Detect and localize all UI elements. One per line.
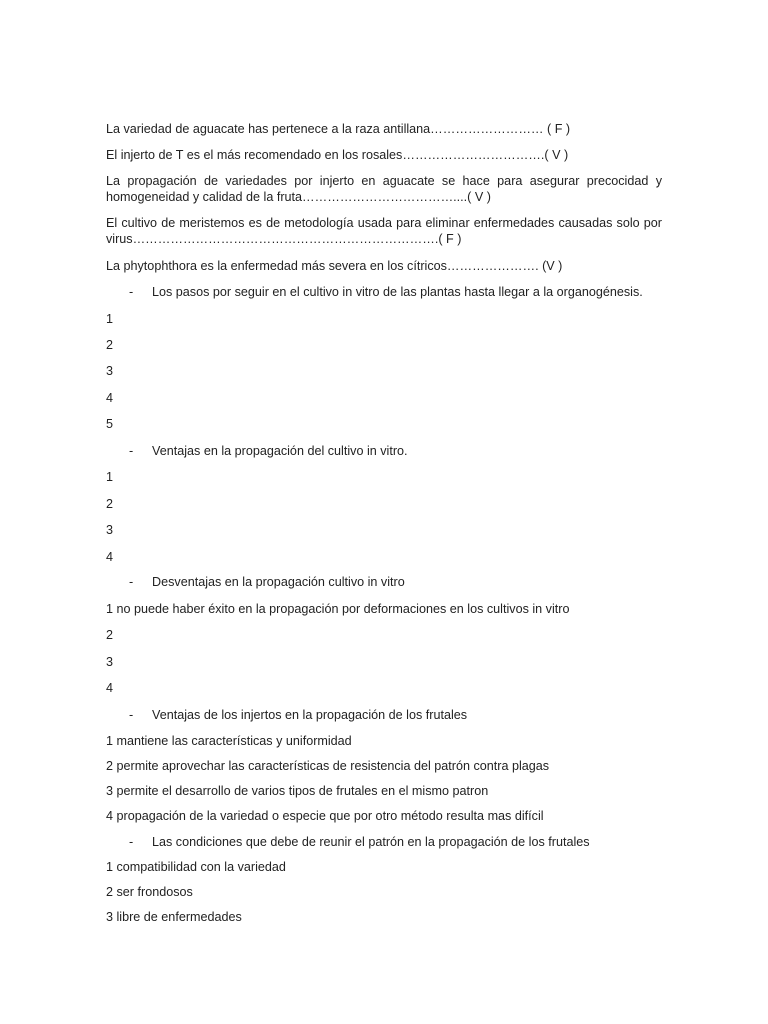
section-5-item-1: 1 compatibilidad con la variedad [106, 860, 286, 874]
section-heading-text: Ventajas de los injertos en la propagación de los frutales [152, 708, 468, 722]
section-2-item-1: 1 [106, 470, 114, 484]
statement-5: La phytophthora es la enfermedad más severa en los cítricos…………………. (V ) [106, 259, 563, 273]
statement-1: La variedad de aguacate has pertenece a la raza antillana……………………… ( F ) [106, 122, 571, 136]
section-3-item-4: 4 [106, 681, 114, 695]
section-heading-text: Las condiciones que debe de reunir el patrón en la propagación de los frutales [152, 835, 590, 849]
section-1-item-2: 2 [106, 338, 114, 352]
section-1-item-3: 3 [106, 364, 114, 378]
section-heading-text: Ventajas en la propagación del cultivo in vitro. [152, 444, 408, 458]
section-4-item-2: 2 permite aprovechar las características de resistencia del patrón contra plagas [106, 759, 550, 773]
section-5-item-3: 3 libre de enfermedades [106, 910, 242, 924]
section-1-item-4: 4 [106, 391, 114, 405]
section-5-item-2: 2 ser frondosos [106, 885, 193, 899]
bullet-dash: - [129, 835, 134, 849]
section-3-item-2: 2 [106, 628, 114, 642]
section-1-item-1: 1 [106, 312, 114, 326]
bullet-dash: - [129, 575, 134, 589]
section-4-item-4: 4 propagación de la variedad o especie que por otro método resulta mas difícil [106, 809, 544, 823]
section-2-item-3: 3 [106, 523, 114, 537]
statement-2: El injerto de T es el más recomendado en los rosales…………………………….( V ) [106, 148, 569, 162]
section-4-item-1: 1 mantiene las características y uniformidad [106, 734, 352, 748]
section-2-item-4: 4 [106, 550, 114, 564]
bullet-dash: - [129, 708, 134, 722]
section-2-item-2: 2 [106, 497, 114, 511]
section-heading-text: Desventajas en la propagación cultivo in vitro [152, 575, 405, 589]
statement-3: La propagación de variedades por injerto en aguacate se hace para asegurar precocidad y homogeneidad y calidad de la fruta………………………………....( V ) [106, 174, 662, 204]
statement-4: El cultivo de meristemos es de metodología usada para eliminar enfermedades causadas solo por virus……………………………………………………………….( F ) [106, 216, 662, 246]
section-3-item-3: 3 [106, 655, 114, 669]
section-heading-text: Los pasos por seguir en el cultivo in vitro de las plantas hasta llegar a la organogénesis. [152, 285, 643, 299]
section-1-item-5: 5 [106, 417, 114, 431]
section-3-item-1: 1 no puede haber éxito en la propagación por deformaciones en los cultivos in vitro [106, 602, 570, 616]
section-4-item-3: 3 permite el desarrollo de varios tipos de frutales en el mismo patron [106, 784, 489, 798]
bullet-dash: - [129, 444, 134, 458]
bullet-dash: - [129, 285, 134, 299]
